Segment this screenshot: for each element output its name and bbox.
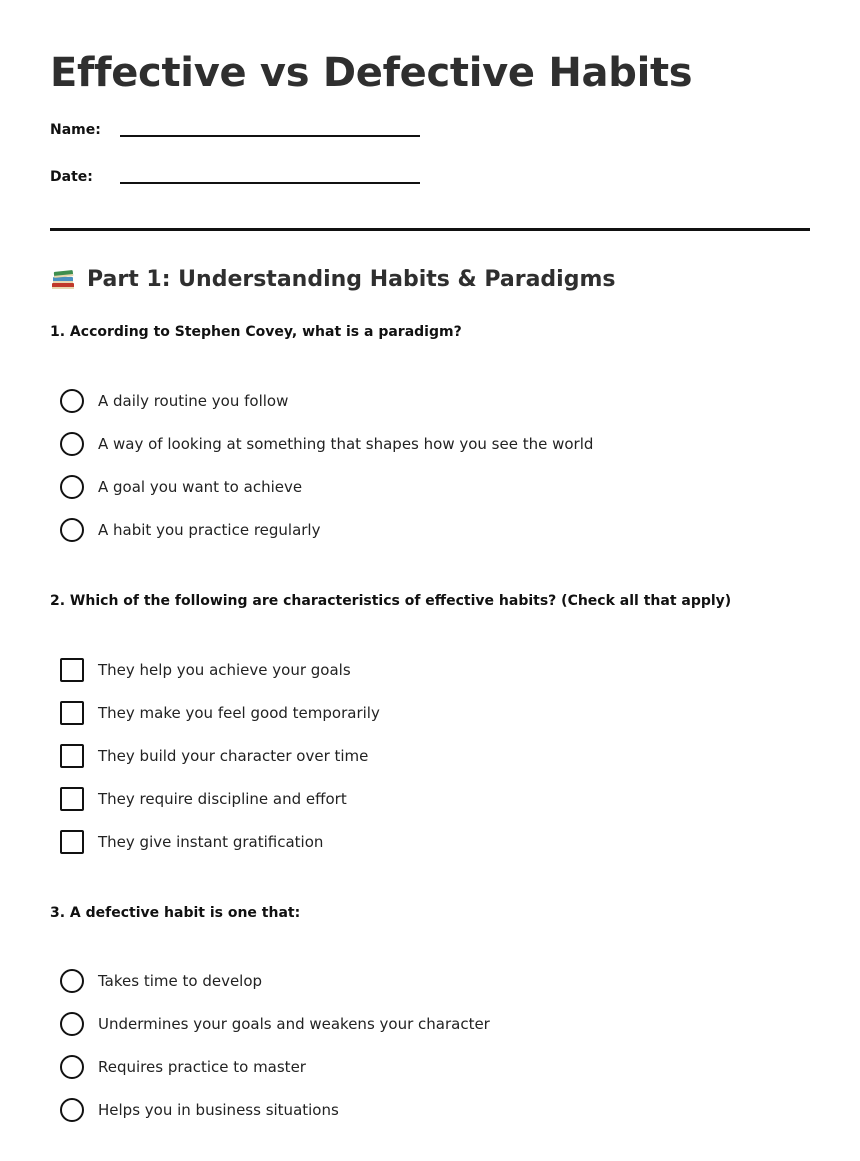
- q1-option-1[interactable]: [60, 388, 288, 414]
- q2-option-1[interactable]: [60, 657, 351, 683]
- q2-option-4[interactable]: [60, 786, 347, 812]
- q1-option-2[interactable]: [60, 431, 593, 457]
- name-field-row: [50, 122, 470, 148]
- option-label: A habit you practice regularly: [98, 521, 321, 539]
- q2-option-2[interactable]: [60, 700, 380, 726]
- part1-heading: [50, 267, 615, 292]
- q1-option-3[interactable]: [60, 474, 302, 500]
- date-field-line[interactable]: [120, 182, 420, 184]
- page-title: Effective vs Defective Habits: [50, 50, 693, 96]
- q3-option-2[interactable]: [60, 1011, 490, 1037]
- radio-button[interactable]: [60, 389, 84, 413]
- radio-button[interactable]: [60, 1055, 84, 1079]
- option-label: Requires practice to master: [98, 1058, 306, 1076]
- header-divider: [50, 228, 810, 231]
- date-field-label: Date:: [50, 169, 93, 185]
- books-icon: [50, 268, 76, 292]
- radio-button[interactable]: [60, 1098, 84, 1122]
- q2-option-5[interactable]: [60, 829, 323, 855]
- option-label: They require discipline and effort: [98, 790, 347, 808]
- option-label: A way of looking at something that shapes how you see the world: [98, 435, 594, 453]
- option-label: A daily routine you follow: [98, 392, 289, 410]
- radio-button[interactable]: [60, 518, 84, 542]
- q3-option-4[interactable]: [60, 1097, 339, 1123]
- radio-button[interactable]: [60, 1012, 84, 1036]
- option-label: They make you feel good temporarily: [98, 704, 380, 722]
- checkbox[interactable]: [60, 658, 84, 682]
- q3-option-1[interactable]: [60, 968, 262, 994]
- option-label: Takes time to develop: [98, 972, 263, 990]
- q2-option-3[interactable]: [60, 743, 368, 769]
- checkbox[interactable]: [60, 701, 84, 725]
- question-2: 2. Which of the following are characteristics of effective habits? (Check all that apply): [50, 593, 732, 609]
- option-label: A goal you want to achieve: [98, 478, 303, 496]
- option-label: They give instant gratification: [98, 833, 324, 851]
- name-field-line[interactable]: [120, 135, 420, 137]
- radio-button[interactable]: [60, 432, 84, 456]
- q1-option-4[interactable]: [60, 517, 320, 543]
- option-label: Undermines your goals and weakens your character: [98, 1015, 490, 1033]
- question-3: 3. A defective habit is one that:: [50, 905, 301, 921]
- radio-button[interactable]: [60, 475, 84, 499]
- option-label: Helps you in business situations: [98, 1101, 339, 1119]
- q3-option-3[interactable]: [60, 1054, 306, 1080]
- name-field-label: Name:: [50, 122, 101, 138]
- radio-button[interactable]: [60, 969, 84, 993]
- checkbox[interactable]: [60, 744, 84, 768]
- checkbox[interactable]: [60, 830, 84, 854]
- option-label: They help you achieve your goals: [98, 661, 351, 679]
- part1-heading-text: Part 1: Understanding Habits & Paradigms: [87, 267, 616, 292]
- option-label: They build your character over time: [98, 747, 369, 765]
- checkbox[interactable]: [60, 787, 84, 811]
- question-1: 1. According to Stephen Covey, what is a paradigm?: [50, 324, 462, 340]
- date-field-row: [50, 169, 470, 195]
